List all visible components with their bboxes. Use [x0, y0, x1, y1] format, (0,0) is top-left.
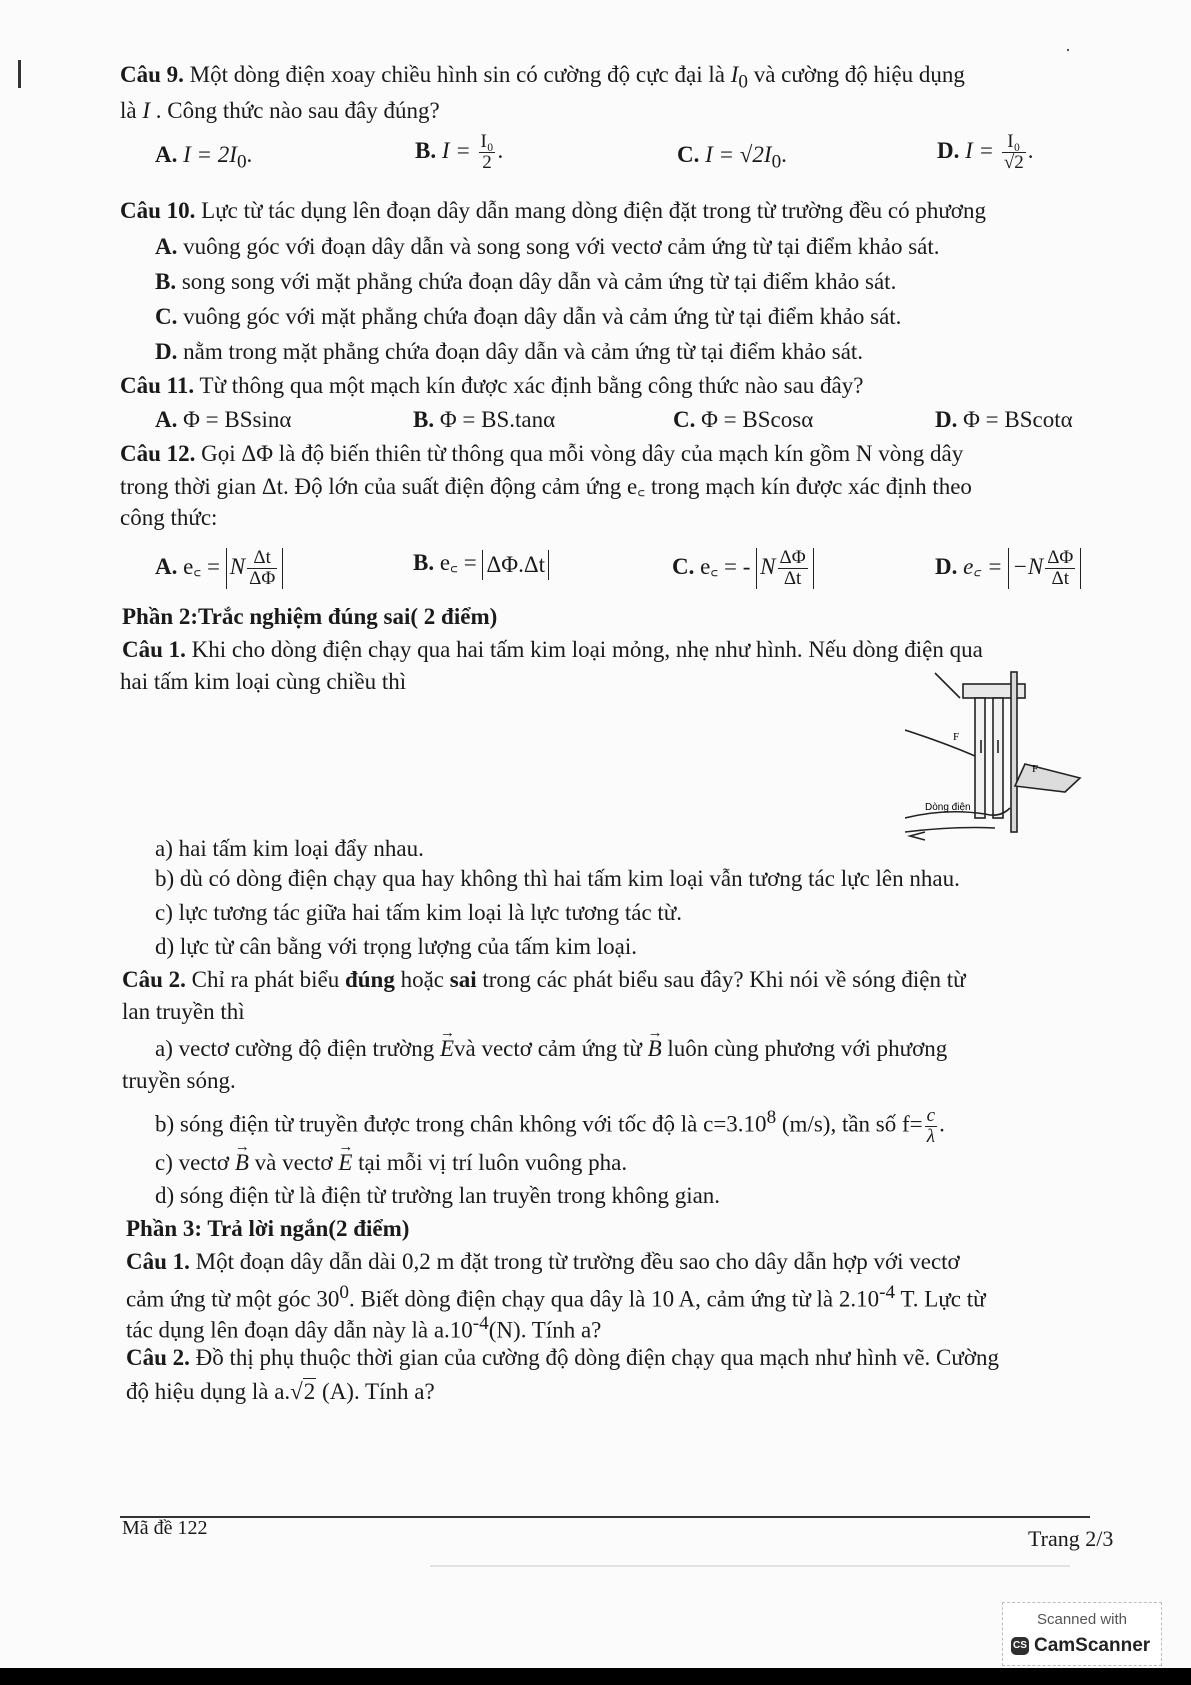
part2-q2-b-num: c — [926, 1104, 936, 1126]
q12-option-d-lhs: e꜀ = — [957, 553, 1003, 579]
part2-q2-b-text-a: b) sóng điện từ truyền được trong chân không với tốc độ là c=3.10 — [155, 1111, 767, 1137]
q9-stem-c: là — [120, 98, 143, 123]
scan-margin-mark — [18, 60, 21, 88]
part3-q1-line2-b: . Biết dòng điện chạy qua dây là 10 A, cảm ứng từ là 2.10 — [348, 1286, 880, 1312]
figure-current-arrow — [910, 832, 925, 840]
q10-stem-text: Lực từ tác dụng lên đoạn dây dẫn mang dòng điện đặt trong từ trường đều có phương — [195, 198, 986, 223]
q12-option-a-n: N — [229, 553, 246, 579]
part3-q2-label: Câu 2. — [126, 1345, 190, 1370]
part2-q2-c-text-a: c) vectơ — [155, 1150, 235, 1175]
figure-stand — [1011, 672, 1017, 832]
part2-q2-stem-e: trong các phát biểu sau đây? Khi nói về sóng điện từ — [476, 967, 966, 992]
q9-symbol-i0: I — [730, 62, 739, 87]
q12-option-c-abs — [756, 548, 813, 589]
part2-q1-b: b) dù có dòng điện chạy qua hay không thì hai tấm kim loại vẫn tương tác lực lên nhau. — [155, 866, 960, 891]
part2-q1-a: a) hai tấm kim loại đẩy nhau. — [155, 836, 424, 861]
figure-plate-left — [975, 698, 985, 818]
part3-q2-line1 — [126, 1343, 999, 1373]
q12-option-d-abs — [1008, 548, 1081, 589]
q9-option-c-label: C. — [677, 142, 700, 167]
q12-option-a-den: ΔΦ — [249, 568, 276, 589]
part3-q2-line2 — [126, 1377, 435, 1407]
part2-q2-label: Câu 2. — [122, 967, 186, 992]
q10-option-d-text: nằm trong mặt phẳng chứa đoạn dây dẫn và cảm ứng từ tại điểm khảo sát. — [177, 339, 864, 364]
part3-q2-line2-a: độ hiệu dụng là a. — [126, 1379, 291, 1404]
scan-speck: · — [1065, 40, 1071, 60]
part2-q2-c-text-c: tại mỗi vị trí luôn vuông pha. — [352, 1150, 628, 1175]
q10-label: Câu 10. — [120, 198, 196, 223]
part2-q2-c-text-b: và vectơ — [248, 1150, 339, 1175]
part3-q1-line3-exponent: -4 — [472, 1313, 489, 1334]
part3-q1-line3 — [126, 1309, 601, 1346]
q10-option-a-label: A. — [155, 234, 178, 259]
part2-q2-b-text-b: (m/s), tần số f= — [776, 1111, 923, 1137]
q12-option-d-num: ΔΦ — [1047, 547, 1074, 568]
q9-option-b: B. I = $\frac{\text{I₀}}{2}$ . — [415, 131, 504, 173]
q12-option-a-fraction — [247, 548, 277, 589]
part2-q1-stem-line1 — [122, 635, 983, 665]
q9-option-b-lhs: I = — [441, 137, 471, 163]
q9-option-a-sub: 0 — [236, 151, 247, 173]
part2-title — [122, 602, 497, 632]
vector-b-symbol: → B — [648, 1034, 662, 1064]
q12-option-b-abs: ΔΦ.Δt — [482, 550, 549, 580]
q12-option-c-den: Δt — [783, 568, 802, 589]
part2-q2-b-end: . — [939, 1111, 945, 1137]
q9-label: Câu 9. — [120, 62, 184, 87]
q11-stem-text: Từ thông qua một mạch kín được xác định bằng công thức nào sau đây? — [194, 373, 864, 398]
q9-option-d-lhs: I = — [965, 137, 995, 163]
q12-option-a-label: A. — [155, 553, 178, 579]
part3-q1-line1-text: Một đoạn dây dẫn dài 0,2 m đặt trong từ trường đều sao cho dây dẫn hợp với vectơ — [189, 1249, 960, 1274]
part3-q1-label: Câu 1. — [126, 1249, 190, 1274]
part3-q2-radicand: 2 — [303, 1379, 316, 1404]
q11-option-c — [673, 405, 813, 435]
q9-option-d-fraction — [1002, 132, 1026, 173]
q9-stem-line1 — [120, 60, 965, 98]
q11-option-b-text: Φ = BS.tanα — [434, 407, 556, 432]
q10-option-d — [155, 337, 863, 367]
part3-q1-line1 — [126, 1247, 960, 1277]
part3-q2-line2-b: (A). Tính a? — [316, 1379, 435, 1404]
vector-b-symbol-2: → B — [235, 1148, 249, 1178]
q12-option-d-fraction — [1045, 548, 1075, 589]
q9-option-c-text: I = √2I — [705, 142, 772, 167]
q12-option-c-lhs: e꜀ = - — [694, 553, 751, 579]
q11-option-a-text: Φ = BSsinα — [177, 407, 292, 432]
q11-label: Câu 11. — [120, 373, 195, 398]
q12-stem-line3: công thức: — [120, 505, 218, 530]
q11-option-c-text: Φ = BScosα — [695, 407, 814, 432]
q12-option-a-num: Δt — [247, 548, 277, 569]
part3-title — [126, 1214, 409, 1244]
part2-q2-stem-line2: lan truyền thì — [122, 999, 245, 1024]
q11-option-a — [155, 405, 291, 435]
part2-q1-c: c) lực tương tác giữa hai tấm kim loại là lực tương tác từ. — [155, 900, 683, 925]
part3-q2-sqrt: √2 — [290, 1379, 316, 1404]
part2-q2-stem-false: sai — [449, 967, 477, 992]
q12-option-c-label: C. — [672, 553, 695, 579]
part2-q2-b — [155, 1103, 945, 1147]
q10-stem — [120, 196, 986, 226]
part2-title-text: Phần 2:Trắc nghiệm đúng sai( 2 điểm) — [122, 604, 498, 629]
q11-option-d-text: Φ = BScotα — [957, 407, 1073, 432]
part2-q1-stem-line2: hai tấm kim loại cùng chiều thì — [120, 669, 407, 694]
part2-q2-a-text-c: luôn cùng phương với phương — [661, 1036, 948, 1061]
figure-plate-right — [993, 698, 1003, 818]
part3-q1-exponent: -4 — [879, 1282, 896, 1303]
part3-q1-degree: 0 — [339, 1282, 349, 1303]
q12-label: Câu 12. — [120, 441, 196, 466]
camscanner-brand: CamScanner — [1034, 1635, 1151, 1656]
figure-force-label-1: F — [953, 731, 960, 743]
part2-q2-b-den: λ — [926, 1125, 935, 1147]
part3-q1-line2-a: cảm ứng từ một góc 30 — [126, 1286, 340, 1312]
part2-q2-a-line2: truyền sóng. — [122, 1068, 236, 1093]
part2-q2-a-text-b: và vectơ cảm ứng từ — [454, 1036, 648, 1061]
part2-q2-stem-line1 — [122, 965, 966, 995]
part3-title-text: Phần 3: Trả lời ngắn(2 điểm) — [126, 1216, 410, 1241]
figure-base-plate — [1015, 764, 1080, 792]
q12-option-d — [935, 548, 1081, 589]
q9-option-d-den: √2 — [1003, 152, 1024, 173]
scan-shadow-line — [430, 1565, 1070, 1567]
q10-option-c-label: C. — [155, 304, 178, 329]
q12-option-d-n: −N — [1012, 553, 1044, 579]
q12-option-a — [155, 548, 283, 589]
part2-q2-stem-c: hoặc — [394, 967, 450, 992]
camscanner-logo-icon: CS — [1011, 1637, 1029, 1655]
part2-q1-stem-text: Khi cho dòng điện chạy qua hai tấm kim loại mỏng, nhẹ như hình. Nếu dòng điện qua — [185, 637, 983, 662]
q11-option-a-label: A. — [155, 407, 178, 432]
part2-q2-stem-a: Chỉ ra phát biểu — [185, 967, 345, 992]
q12-option-b-label: B. — [413, 550, 435, 575]
q9-option-d-num: I₀ — [1002, 132, 1026, 153]
q9-option-b-num: I₀ — [480, 131, 494, 152]
q12-option-b — [413, 548, 549, 580]
q12-option-d-den: Δt — [1051, 568, 1069, 589]
part2-q2-a-text-a: a) vectơ cường độ điện trường — [155, 1036, 440, 1061]
q9-symbol-i: I — [142, 98, 151, 123]
part2-q2-a-line1 — [155, 1034, 947, 1064]
q11-option-c-label: C. — [673, 407, 696, 432]
figure-force-label-2: F — [1032, 763, 1039, 775]
scan-bottom-edge — [0, 1668, 1191, 1685]
part2-q2-b-exponent: 8 — [766, 1107, 777, 1128]
figure-wire-bottom-2 — [905, 828, 995, 833]
q9-option-a-label: A. — [155, 142, 178, 167]
q10-option-a — [155, 232, 940, 262]
q12-option-c-fraction — [778, 548, 808, 589]
part3-q1-line2-c: T. Lực từ — [895, 1286, 986, 1312]
part2-q2-d: d) sóng điện từ là điện từ trường lan truyền trong không gian. — [155, 1183, 721, 1208]
footer-rule — [120, 1516, 1090, 1518]
part3-q1-line3-a: tác dụng lên đoạn dây dẫn này là a.10 — [126, 1317, 473, 1343]
q10-option-d-label: D. — [155, 339, 178, 364]
q11-option-b — [413, 405, 555, 435]
q9-subscript: 0 — [738, 71, 748, 93]
part2-q2-b-fraction — [925, 1106, 937, 1147]
q10-option-c — [155, 302, 901, 332]
q9-stem-a: Một dòng điện xoay chiều hình sin có cường độ cực đại là — [183, 62, 731, 87]
camscanner-small-text: Scanned with — [1036, 1611, 1128, 1628]
vector-e-symbol: → E — [440, 1034, 454, 1064]
q12-option-c — [672, 548, 814, 589]
q11-option-d — [935, 405, 1073, 435]
q10-option-c-text: vuông góc với mặt phẳng chứa đoạn dây dẫn và cảm ứng từ tại điểm khảo sát. — [177, 304, 902, 329]
q9-option-a-text: I = 2I — [183, 142, 237, 167]
exam-code: Mã đề 122 — [122, 1517, 208, 1539]
q9-option-a: A. $I = 2I_0$. — [155, 142, 253, 173]
q11-stem — [120, 371, 863, 401]
q10-option-b — [155, 267, 896, 297]
q12-option-b-lhs: e꜀ = — [434, 550, 477, 575]
q11-option-d-label: D. — [935, 407, 958, 432]
q12-stem-line1 — [120, 439, 963, 469]
part3-q2-line1-text: Đồ thị phụ thuộc thời gian của cường độ dòng điện chạy qua mạch như hình vẽ. Cường — [189, 1345, 1000, 1370]
page-number: Trang 2/3 — [1028, 1526, 1114, 1551]
q9-stem-line2 — [120, 96, 440, 126]
q9-option-b-label: B. — [415, 137, 437, 163]
q12-option-a-lhs: e꜀ = — [177, 553, 221, 579]
q9-option-c-sub: 0 — [771, 151, 782, 173]
q12-stem-line2: trong thời gian Δt. Độ lớn của suất điện động cảm ứng e꜀ trong mạch kín được xác định theo — [120, 474, 972, 499]
q12-option-d-label: D. — [935, 553, 958, 579]
q11-option-b-label: B. — [413, 407, 435, 432]
q12-option-a-abs — [226, 548, 283, 589]
q12-stem-line1-text: Gọi ΔΦ là độ biến thiên từ thông qua mỗi vòng dây của mạch kín gồm N vòng dây — [195, 441, 964, 466]
q10-option-b-text: song song với mặt phẳng chứa đoạn dây dẫn và cảm ứng từ tại điểm khảo sát. — [176, 269, 897, 294]
camscanner-watermark — [1002, 1602, 1162, 1666]
q10-option-b-label: B. — [155, 269, 177, 294]
part2-q2-c — [155, 1148, 627, 1178]
q9-stem-d: . Công thức nào sau đây đúng? — [150, 98, 440, 123]
q9-option-b-den: 2 — [482, 152, 492, 173]
q9-option-c: C. $I = √2I_0$. — [677, 142, 787, 173]
metal-plates-figure — [905, 668, 1090, 853]
part2-q2-stem-true: đúng — [344, 967, 395, 992]
q12-option-c-n: N — [760, 553, 776, 579]
vector-e-symbol-2: → E — [338, 1148, 352, 1178]
q9-stem-b: và cường độ hiệu dụng — [747, 62, 965, 87]
part2-q1-label: Câu 1. — [122, 637, 186, 662]
figure-current-label: Dòng điện — [925, 802, 971, 813]
figure-wire-top — [905, 730, 975, 756]
figure-stand-diag — [935, 673, 960, 698]
q9-option-d-label: D. — [937, 137, 960, 163]
q10-option-a-text: vuông góc với đoạn dây dẫn và song song với vectơ cảm ứng từ tại điểm khảo sát. — [177, 234, 940, 259]
part2-q1-d: d) lực từ cân bằng với trọng lượng của tấm kim loại. — [155, 934, 638, 959]
q9-option-b-fraction — [479, 132, 496, 173]
q9-option-d: D. I = $\frac{\text{I₀}}{√2}$ . — [937, 131, 1034, 173]
q12-option-c-num: ΔΦ — [779, 547, 806, 568]
part3-q1-line3-b: (N). Tính a? — [488, 1317, 602, 1343]
